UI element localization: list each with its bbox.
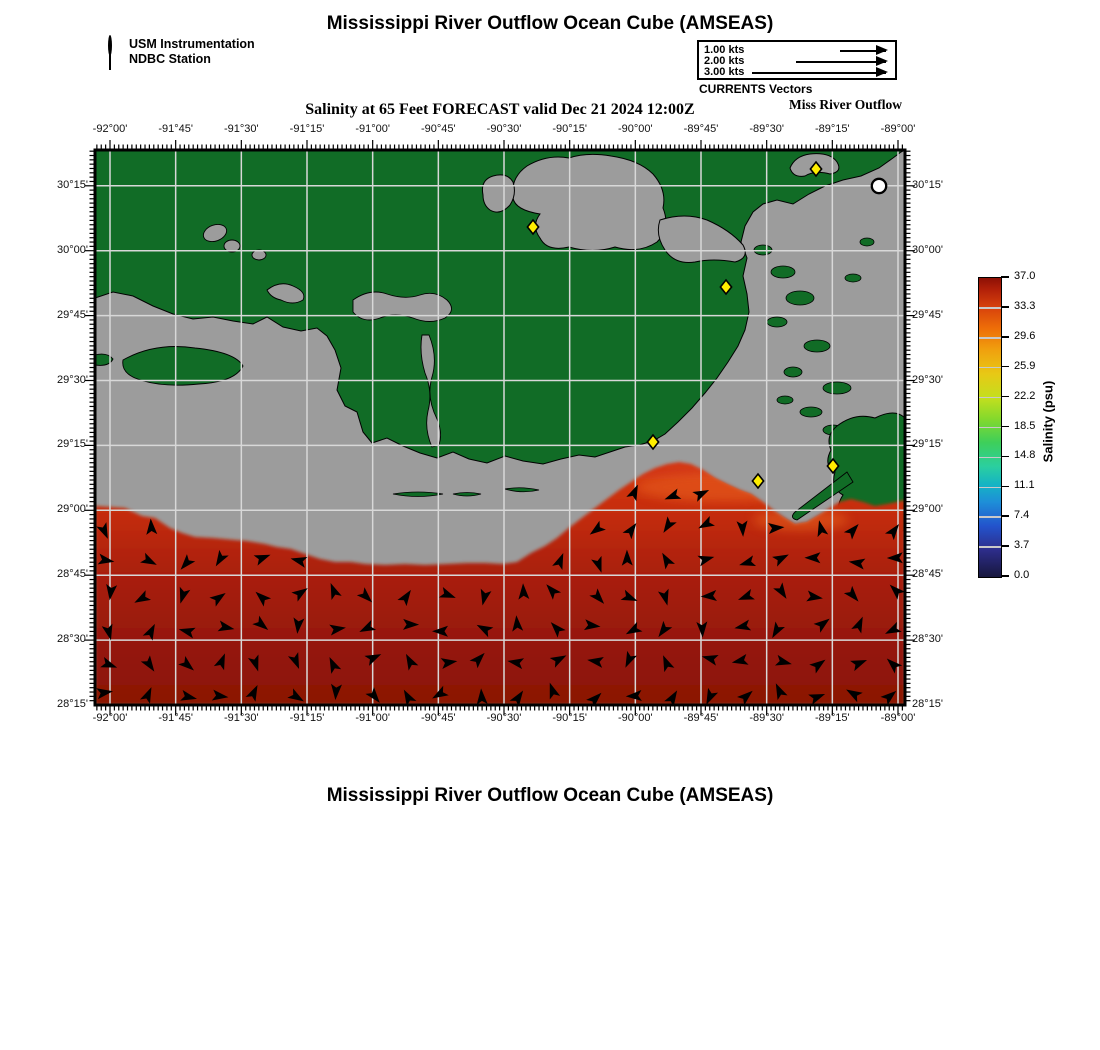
lat-tick-label-right: 28°30' bbox=[912, 633, 943, 646]
plot-subtitle: Salinity at 65 Feet FORECAST valid Dec 21 2024 12:00Z bbox=[305, 101, 695, 118]
lat-tick-label-left: 29°15' bbox=[57, 438, 88, 451]
colorbar-tick bbox=[1001, 396, 1009, 398]
lon-tick-label-bottom: -90°30' bbox=[486, 712, 522, 724]
lon-tick-label-bottom: -91°45' bbox=[158, 712, 193, 724]
lon-tick-label-top: -91°30' bbox=[224, 123, 259, 135]
lat-tick-label-left: 28°45' bbox=[57, 568, 88, 581]
colorbar-tick bbox=[1001, 426, 1009, 428]
region-label: Miss River Outflow bbox=[789, 97, 902, 112]
usm-legend-label: USM Instrumentation bbox=[129, 37, 255, 51]
vector-arrow-3kt-icon bbox=[752, 72, 886, 74]
colorbar bbox=[978, 277, 1002, 578]
lon-tick-label-top: -89°30' bbox=[749, 123, 784, 135]
colorbar-title: Salinity (psu) bbox=[1040, 380, 1056, 463]
lon-tick-label-top: -90°45' bbox=[421, 123, 456, 135]
colorbar-tick-label: 0.0 bbox=[1014, 569, 1030, 581]
colorbar-grid-tick bbox=[979, 487, 1001, 489]
usm-station-marker bbox=[872, 179, 886, 193]
lon-tick-label-top: -90°30' bbox=[486, 123, 522, 135]
colorbar-tick bbox=[1001, 306, 1009, 308]
colorbar-tick bbox=[1001, 575, 1009, 577]
colorbar-grid-tick bbox=[979, 457, 1001, 459]
lat-tick-label-right: 28°15' bbox=[912, 698, 943, 710]
lon-tick-label-bottom: -90°45' bbox=[421, 712, 456, 724]
lon-tick-label-bottom: -89°15' bbox=[815, 712, 850, 724]
lon-tick-label-bottom: -91°15' bbox=[289, 712, 325, 724]
footer-title: Mississippi River Outflow Ocean Cube (AMSEAS) bbox=[326, 785, 774, 806]
lat-tick-label-right: 29°45' bbox=[912, 308, 943, 321]
colorbar-grid-tick bbox=[979, 307, 1001, 309]
lon-tick-label-top: -92°00' bbox=[92, 123, 128, 135]
lat-tick-label-left: 29°45' bbox=[57, 308, 88, 321]
lon-tick-label-bottom: -90°00' bbox=[618, 712, 653, 724]
colorbar-tick-label: 22.2 bbox=[1014, 389, 1036, 402]
vector-arrow-1kt-icon bbox=[840, 50, 886, 52]
vector-scale-label-2: 2.00 kts bbox=[704, 55, 745, 67]
colorbar-tick-label: 7.4 bbox=[1014, 509, 1030, 522]
colorbar-tick bbox=[1001, 336, 1009, 338]
ndbc-legend-label: NDBC Station bbox=[129, 52, 211, 66]
colorbar-tick-label: 14.8 bbox=[1014, 449, 1036, 462]
lon-tick-label-top: -89°00' bbox=[880, 123, 916, 135]
page-title: Mississippi River Outflow Ocean Cube (AMSEAS) bbox=[326, 13, 774, 34]
ndbc-diamond-icon bbox=[108, 52, 121, 65]
lat-tick-label-right: 29°15' bbox=[912, 438, 943, 451]
lat-tick-label-left: 29°00' bbox=[57, 503, 88, 516]
lon-tick-label-top: -91°45' bbox=[158, 123, 193, 135]
vector-arrow-2kt-icon bbox=[796, 61, 886, 63]
colorbar-grid-tick bbox=[979, 546, 1001, 548]
lon-tick-label-top: -91°15' bbox=[289, 123, 325, 135]
colorbar-grid-tick bbox=[979, 427, 1001, 429]
colorbar-tick bbox=[1001, 515, 1009, 517]
colorbar-tick-label: 33.3 bbox=[1014, 299, 1036, 312]
colorbar-tick-label: 3.7 bbox=[1014, 539, 1030, 552]
usm-circle-icon bbox=[108, 37, 121, 50]
colorbar-grid-tick bbox=[979, 367, 1001, 369]
lon-tick-label-top: -90°15' bbox=[552, 123, 587, 135]
colorbar-tick bbox=[1001, 366, 1009, 368]
colorbar-grid-tick bbox=[979, 397, 1001, 399]
lat-tick-label-right: 28°45' bbox=[912, 568, 943, 581]
lon-tick-label-bottom: -89°00' bbox=[880, 712, 916, 724]
colorbar-tick-label: 29.6 bbox=[1014, 329, 1036, 342]
lon-tick-label-bottom: -89°30' bbox=[749, 712, 784, 724]
colorbar-grid-tick bbox=[979, 516, 1001, 518]
colorbar-tick bbox=[1001, 456, 1009, 458]
lat-tick-label-left: 28°30' bbox=[57, 633, 88, 646]
lat-tick-label-left: 30°00' bbox=[57, 243, 88, 256]
map-area bbox=[95, 150, 905, 705]
lat-tick-label-left: 29°30' bbox=[57, 373, 88, 386]
lat-tick-label-right: 29°30' bbox=[912, 373, 943, 386]
map-canvas bbox=[95, 150, 905, 705]
lat-tick-label-right: 29°00' bbox=[912, 503, 943, 516]
lon-tick-label-top: -91°00' bbox=[355, 123, 390, 135]
colorbar-tick bbox=[1001, 486, 1009, 488]
lat-tick-label-right: 30°15' bbox=[912, 178, 943, 191]
vector-scale-row-3 bbox=[704, 67, 890, 79]
colorbar-tick-label: 11.1 bbox=[1014, 479, 1035, 492]
lon-tick-label-bottom: -90°15' bbox=[552, 712, 587, 724]
lat-tick-label-right: 30°00' bbox=[912, 243, 943, 256]
lon-tick-label-top: -89°15' bbox=[815, 123, 850, 135]
lon-tick-label-top: -89°45' bbox=[683, 123, 719, 135]
colorbar-tick-label: 25.9 bbox=[1014, 359, 1036, 372]
colorbar-grid-tick bbox=[979, 337, 1001, 339]
colorbar-tick bbox=[1001, 545, 1009, 547]
lon-tick-label-top: -90°00' bbox=[618, 123, 653, 135]
colorbar-tick bbox=[1001, 276, 1009, 278]
colorbar-tick-label: 18.5 bbox=[1014, 419, 1036, 432]
lon-tick-label-bottom: -89°45' bbox=[683, 712, 719, 724]
lon-tick-label-bottom: -91°00' bbox=[355, 712, 390, 724]
vector-scale-label-1: 1.00 kts bbox=[704, 44, 745, 56]
colorbar-tick-label: 37.0 bbox=[1014, 270, 1036, 282]
map-layers bbox=[95, 150, 905, 708]
lon-tick-label-bottom: -91°30' bbox=[224, 712, 259, 724]
lat-tick-label-left: 30°15' bbox=[57, 178, 88, 191]
lon-tick-label-bottom: -92°00' bbox=[92, 712, 128, 724]
vector-scale-label-3: 3.00 kts bbox=[704, 66, 745, 78]
currents-scale-box bbox=[697, 40, 897, 80]
currents-caption: CURRENTS Vectors bbox=[699, 82, 813, 96]
lat-tick-label-left: 28°15' bbox=[57, 698, 88, 710]
